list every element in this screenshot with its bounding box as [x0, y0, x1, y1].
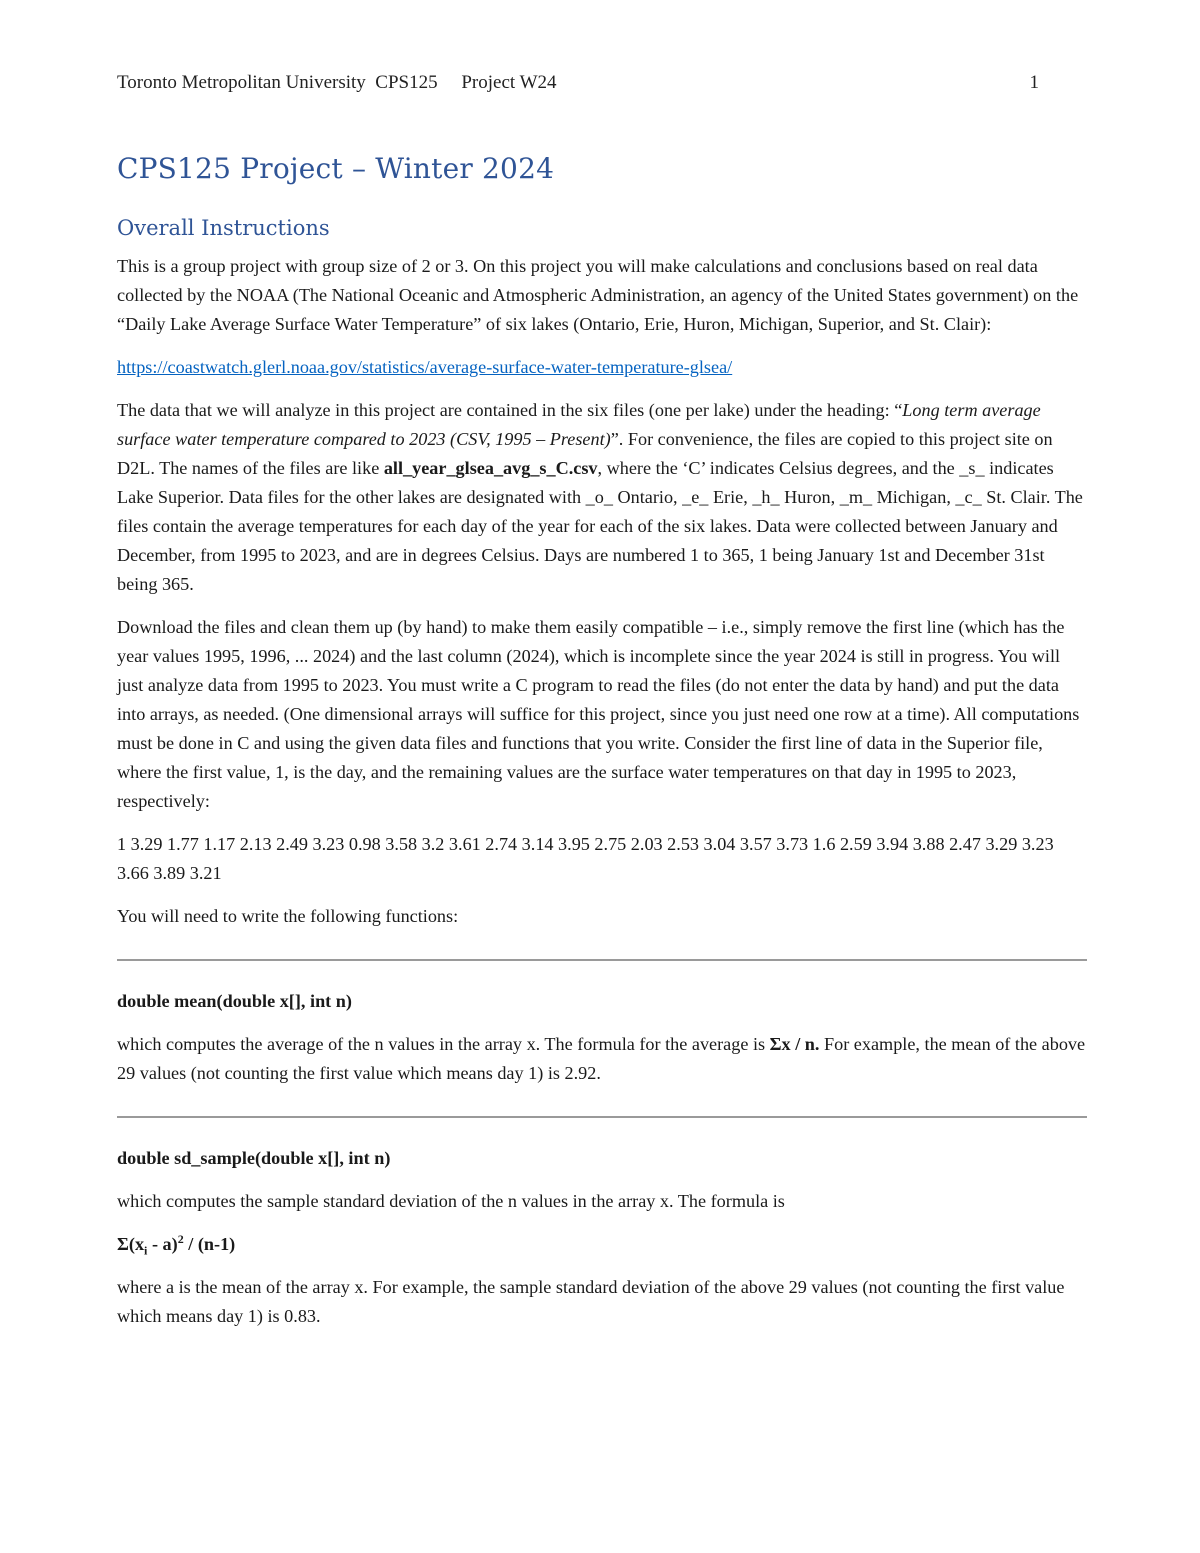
- section-heading: Overall Instructions: [117, 216, 330, 240]
- data-heading-italic: Long term average surface water temperature compared to 2023 (CSV, 1995 – Present): [117, 400, 1041, 449]
- functions-intro: You will need to write the following functions:: [117, 906, 459, 926]
- sd-formula-part-a: Σ(x: [117, 1234, 145, 1254]
- data-line: 1 3.29 1.77 1.17 2.13 2.49 3.23 0.98 3.58 3.2 3.61 2.74 3.14 3.95 2.75 2.03 2.53 3.04 3.57 3.73 1.6 2.59 3.94 3.88 2.47 3.29 3.23 3.66 3.89 3.21: [117, 834, 1054, 883]
- sd-example: where a is the mean of the array x. For example, the sample standard deviation of the above 29 values (not counting the first value which means day 1) is 0.83.: [117, 1277, 1065, 1326]
- mean-description: [117, 1030, 1087, 1088]
- header-text: Toronto Metropolitan University CPS125 Project W24: [117, 72, 557, 93]
- document-body: [117, 252, 1087, 1345]
- download-paragraph: Download the files and clean them up (by hand) to make them easily compatible – i.e., simply remove the first line (which has the year values 1995, 1996, ... 2024) and the last column (2024), which is incomplete since the year 2024 is still in progress. You will just analyze data from 1995 to 2023. You must write a C program to read the files (do not enter the data by hand) and put the data into arrays, as needed. (One dimensional arrays will suffice for this project, since you just need one row at a time). All computations must be done in C and using the given data files and functions that you write. Consider the first line of data in the Superior file, where the first value, 1, is the day, and the remaining values are the surface water temperatures on that day in 1995 to 2023, respectively:: [117, 617, 1080, 811]
- link-paragraph: [117, 353, 1087, 382]
- sd-formula-subscript: i: [144, 1243, 148, 1258]
- sd-formula-superscript: 2: [177, 1231, 184, 1246]
- sd-formula-part-b: - a): [147, 1234, 178, 1254]
- noaa-link[interactable]: https://coastwatch.glerl.noaa.gov/statistics/average-surface-water-temperature-glsea/: [117, 357, 733, 377]
- mean-formula: Σx / n.: [769, 1034, 820, 1054]
- intro-paragraph: This is a group project with group size of 2 or 3. On this project you will make calculations and conclusions based on real data collected by the NOAA (The National Oceanic and Atmospheric Administration, an agency of the United States government) on the “Daily Lake Average Surface Water Temperature” of six lakes (Ontario, Erie, Huron, Michigan, Superior, and St. Clair):: [117, 256, 1079, 334]
- mean-desc-2: For example, the mean of the above 29 values (not counting the first value which means day 1) is 2.92.: [117, 1034, 1086, 1083]
- mean-desc-1: which computes the average of the n values in the array x. The formula for the average is: [117, 1034, 770, 1054]
- divider-2: [117, 1116, 1087, 1118]
- data-text-1: The data that we will analyze in this project are contained in the six files (one per lake) under the heading: “: [117, 400, 903, 420]
- page-number: 1: [1029, 72, 1039, 93]
- sd-formula-part-c: / (n-1): [183, 1234, 236, 1254]
- sd-signature: double sd_sample(double x[], int n): [117, 1148, 391, 1168]
- filename-bold: all_year_glsea_avg_s_C.csv: [383, 458, 598, 478]
- data-text-3: , where the ‘C’ indicates Celsius degrees, and the _s_ indicates Lake Superior. Data files for the other lakes are designated with _o_ Ontario, _e_ Erie, _h_ Huron, _m_ Michigan, _c_ St. Clair. The files contain the average temperatures for each day of the year for each of the six lakes. Data were collected between January and December, from 1995 to 2023, and are in degrees Celsius. Days are numbered 1 to 365, 1 being January 1st and December 31st being 365.: [117, 458, 1083, 594]
- sd-formula: [117, 1230, 1087, 1259]
- document-title: CPS125 Project – Winter 2024: [117, 152, 555, 185]
- mean-signature: double mean(double x[], int n): [117, 991, 352, 1011]
- divider-1: [117, 959, 1087, 961]
- data-paragraph: [117, 396, 1087, 599]
- sd-description: which computes the sample standard deviation of the n values in the array x. The formula is: [117, 1191, 785, 1211]
- data-text-2: ”. For convenience, the files are copied to this project site on D2L. The names of the files are like: [117, 429, 1053, 478]
